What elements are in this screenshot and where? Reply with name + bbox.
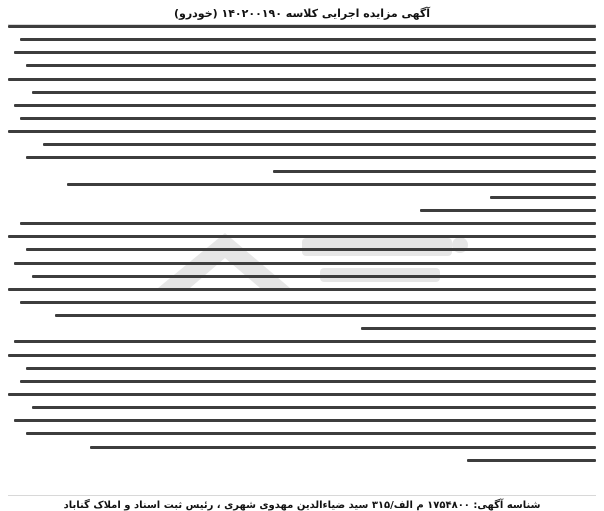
text-line (26, 432, 596, 435)
text-line (273, 170, 596, 173)
text-line (8, 78, 596, 81)
text-line (55, 314, 596, 317)
text-line (8, 130, 596, 133)
text-line (14, 104, 596, 107)
text-line (420, 209, 596, 212)
text-line (32, 275, 596, 278)
text-line (20, 222, 596, 225)
text-line (8, 235, 596, 238)
notice-body-block (8, 24, 596, 496)
text-line (14, 51, 596, 54)
text-line (361, 327, 596, 330)
text-line (26, 367, 596, 370)
text-line (67, 183, 596, 186)
text-line (20, 38, 596, 41)
text-line (20, 380, 596, 383)
text-line (8, 354, 596, 357)
text-line (32, 406, 596, 409)
text-line (90, 446, 596, 449)
text-line (14, 262, 596, 265)
text-line (14, 419, 596, 422)
notice-title: آگهی مزایده اجرایی کلاسه ۱۴۰۲۰۰۱۹۰ (خودرو) (173, 7, 431, 20)
text-line (490, 196, 596, 199)
text-line (20, 117, 596, 120)
text-line (8, 288, 596, 291)
text-line (43, 143, 596, 146)
text-line (26, 248, 596, 251)
text-line (467, 459, 596, 462)
text-line (8, 25, 596, 28)
text-line (26, 64, 596, 67)
notice-footer: شناسه آگهی: ۱۷۵۴۸۰۰ م الف/۳۱۵ سید ضیاءالدین مهدوی شهری ، رئیس ثبت اسناد و املاک گناباد (63, 500, 541, 511)
text-line (20, 301, 596, 304)
text-line (32, 91, 596, 94)
publisher-logo-watermark (130, 213, 490, 323)
text-line (26, 156, 596, 159)
text-line (14, 340, 596, 343)
text-line (8, 393, 596, 396)
